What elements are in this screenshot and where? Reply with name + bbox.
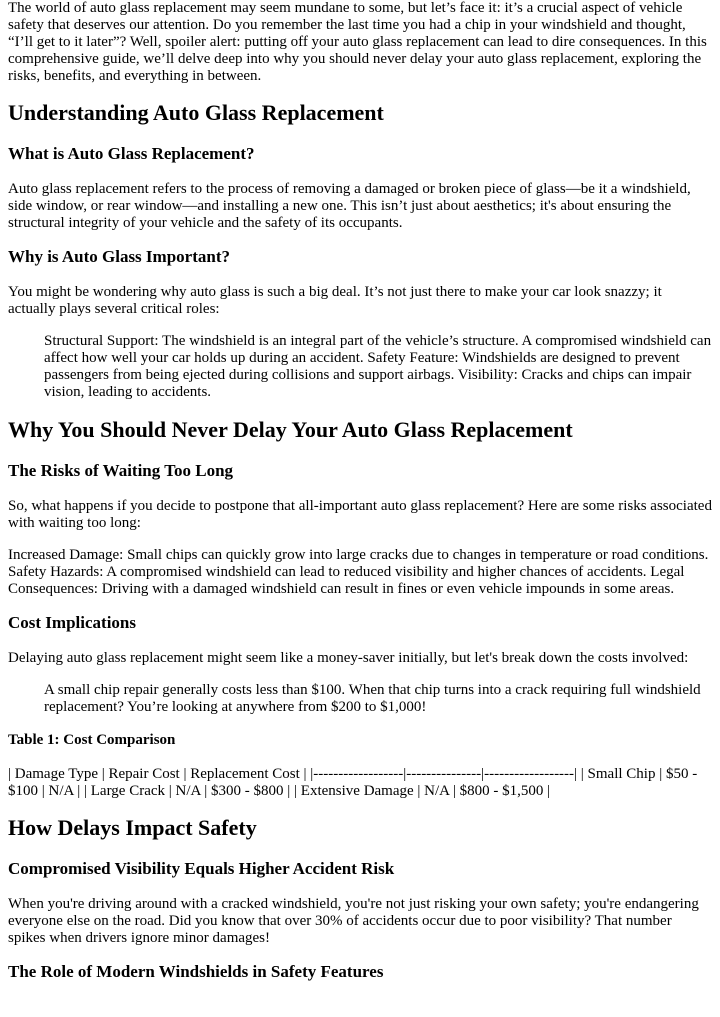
paragraph-risks-list: Increased Damage: Small chips can quickly grow into large cracks due to changes in temperature or road conditions. Safety Hazards: A compromised windshield can lead to reduced visibility and higher chances of accidents. Legal Consequences: Driving with a damaged windshield can result in fines or even vehicle impounds in some areas. [8, 547, 709, 597]
paragraph-what-is: Auto glass replacement refers to the process of removing a damaged or broken piece of glass—be it a windshield, side window, or rear window—and installing a new one. This isn’t just about aesthetics; it's about ensuring the structural integrity of your vehicle and the safety of its occupants. [8, 181, 691, 231]
heading-cost: Cost Implications [8, 613, 136, 632]
intro-paragraph: The world of auto glass replacement may seem mundane to some, but let’s face it: it’s a crucial aspect of vehicle safety that deserves our attention. Do you remember the last time you had a chip in your windshield and thought, “I’ll get to it later”? Well, spoiler alert: putting off your auto glass replacement can lead to dire consequences. In this comprehensive guide, we’ll delve deep into why you should never delay your auto glass replacement, exploring the risks, benefits, and everything in between. [8, 0, 707, 84]
paragraph-visibility: When you're driving around with a cracked windshield, you're not just risking your own safety; you're endangering everyone else on the road. Did you know that over 30% of accidents occur due to poor visibility? That number spikes when drivers ignore minor damages! [8, 896, 699, 946]
heading-understanding: Understanding Auto Glass Replacement [8, 100, 384, 125]
heading-visibility: Compromised Visibility Equals Higher Accident Risk [8, 859, 395, 878]
paragraph-why-important: You might be wondering why auto glass is such a big deal. It’s not just there to make your car look snazzy; it actually plays several critical roles: [8, 284, 662, 317]
heading-risks: The Risks of Waiting Too Long [8, 461, 234, 480]
heading-modern: The Role of Modern Windshields in Safety Features [8, 962, 384, 981]
paragraph-cost: Delaying auto glass replacement might seem like a money-saver initially, but let's break down the costs involved: [8, 650, 689, 666]
heading-never-delay: Why You Should Never Delay Your Auto Glass Replacement [8, 417, 573, 442]
heading-what-is: What is Auto Glass Replacement? [8, 144, 255, 163]
quote-cost: A small chip repair generally costs less than $100. When that chip turns into a crack requiring full windshield replacement? You’re looking at anywhere from $200 to $1,000! [44, 682, 701, 715]
heading-safety: How Delays Impact Safety [8, 815, 257, 840]
heading-why-important: Why is Auto Glass Important? [8, 247, 230, 266]
quote-roles: Structural Support: The windshield is an integral part of the vehicle’s structure. A compromised windshield can affect how well your car holds up during an accident. Safety Feature: Windshields are designed to prevent passengers from being ejected during collisions and support airbags. Visibility: Cracks and chips can impair vision, leading to accidents. [44, 333, 712, 400]
paragraph-table: | Damage Type | Repair Cost | Replacement Cost | |------------------|---------------|------------------| | Small Chip | $50 - $100 | N/A | | Large Crack | N/A | $300 - $800 | | Extensive Damage | N/A | $800 - $1,500 | [8, 766, 698, 799]
paragraph-risks: So, what happens if you decide to postpone that all-important auto glass replacement? Here are some risks associated with waiting too long: [8, 498, 712, 531]
heading-table: Table 1: Cost Comparison [8, 732, 176, 748]
